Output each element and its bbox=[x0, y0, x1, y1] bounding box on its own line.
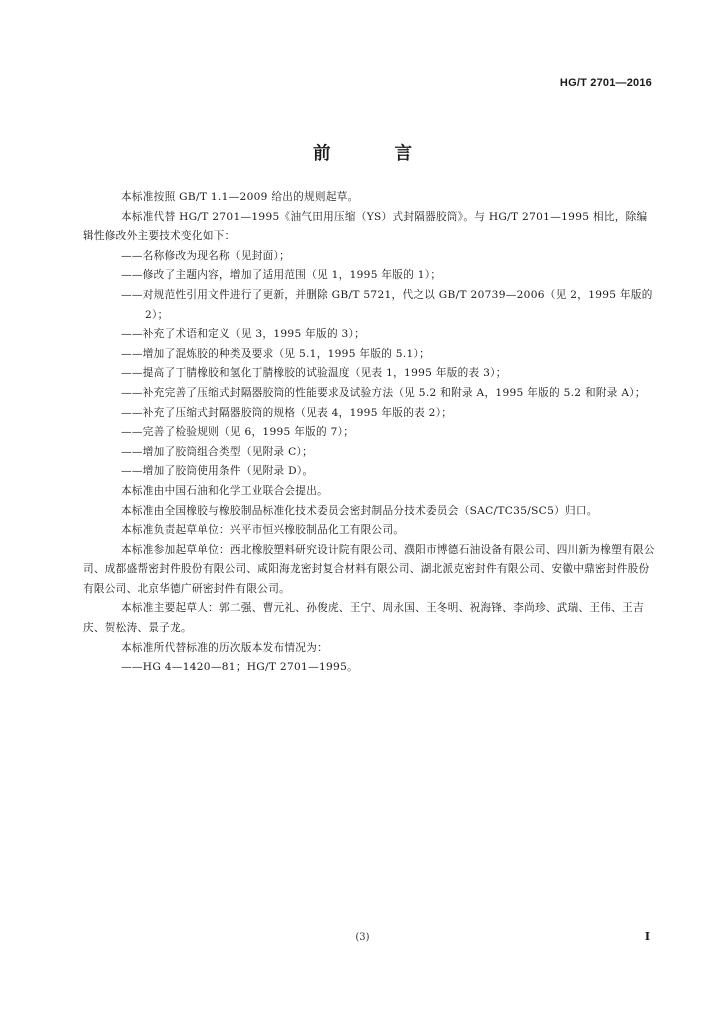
page-number-center: (3) bbox=[355, 932, 370, 943]
change-item: ——名称修改为现名称（见封面）； bbox=[121, 249, 290, 262]
paragraph-participating-drafters: 本标准参加起草单位：西北橡胶塑料研究设计院有限公司、濮阳市博德石油设备有限公司、四川新为橡塑有限公司、成都盛帮密封件股份有限公司、咸阳海龙密封复合材料有限公司、湖北派克密封件有限公司、安徽中鼎密封件股份有限公司、北京华德广研密封件有限公司。 bbox=[83, 543, 655, 595]
page-title: 前 言 bbox=[312, 144, 442, 164]
paragraph-drafting-rule: 本标准按照 GB/T 1.1—2009 给出的规则起草。 bbox=[121, 191, 359, 203]
change-item: ——增加了胶筒组合类型（见附录 C）； bbox=[121, 445, 313, 458]
change-item: ——补充了术语和定义（见 3，1995 年版的 3）； bbox=[121, 328, 366, 341]
paragraph-technical-committee: 本标准由全国橡胶与橡胶制品标准化技术委员会密封制品分技术委员会（SAC/TC35/SC5）归口。 bbox=[121, 504, 598, 517]
paragraph-replaces: 本标准代替 HG/T 2701—1995《油气田用压缩（YS）式封隔器胶筒》。与 HG/T 2701—1995 相比，除编辑性修改外主要技术变化如下： bbox=[83, 210, 648, 243]
paragraph-history-intro: 本标准所代替标准的历次版本发布情况为： bbox=[121, 641, 328, 654]
change-item: ——补充了压缩式封隔器胶筒的规格（见表 4，1995 年版的表 2）； bbox=[121, 406, 453, 419]
change-item: ——修改了主题内容，增加了适用范围（见 1，1995 年版的 1）； bbox=[121, 269, 442, 282]
change-item: ——对规范性引用文件进行了更新，并删除 GB/T 5721，代之以 GB/T 20739—2006（见 2，1995 年版的 2）； bbox=[121, 288, 653, 321]
history-item: ——HG 4—1420—81；HG/T 2701—1995。 bbox=[121, 661, 359, 674]
standard-number: HG/T 2701—2016 bbox=[559, 77, 652, 89]
paragraph-proposed-by: 本标准由中国石油和化学工业联合会提出。 bbox=[121, 484, 328, 497]
page-number-roman: I bbox=[644, 930, 650, 943]
paragraph-main-drafters: 本标准主要起草人：郭二强、曹元礼、孙俊虎、王宁、周永国、王冬明、祝海锋、李尚珍、武瑞、王伟、王吉庆、贺松涛、景子龙。 bbox=[83, 602, 644, 635]
change-item: ——增加了混炼胶的种类及要求（见 5.1，1995 年版的 5.1）； bbox=[121, 347, 431, 360]
paragraph-lead-drafter: 本标准负责起草单位：兴平市恒兴橡胶制品化工有限公司。 bbox=[121, 524, 405, 537]
change-item: ——补充完善了压缩式封隔器胶筒的性能要求及试验方法（见 5.2 和附录 A，1995 年版的 5.2 和附录 A）； bbox=[121, 386, 646, 399]
change-item: ——完善了检验规则（见 6，1995 年版的 7）； bbox=[121, 426, 355, 439]
body-text bbox=[83, 188, 655, 678]
change-item: ——增加了胶筒使用条件（见附录 D）。 bbox=[121, 465, 314, 478]
change-item: ——提高了丁腈橡胶和氢化丁腈橡胶的试验温度（见表 1，1995 年版的表 3）； bbox=[121, 367, 507, 380]
